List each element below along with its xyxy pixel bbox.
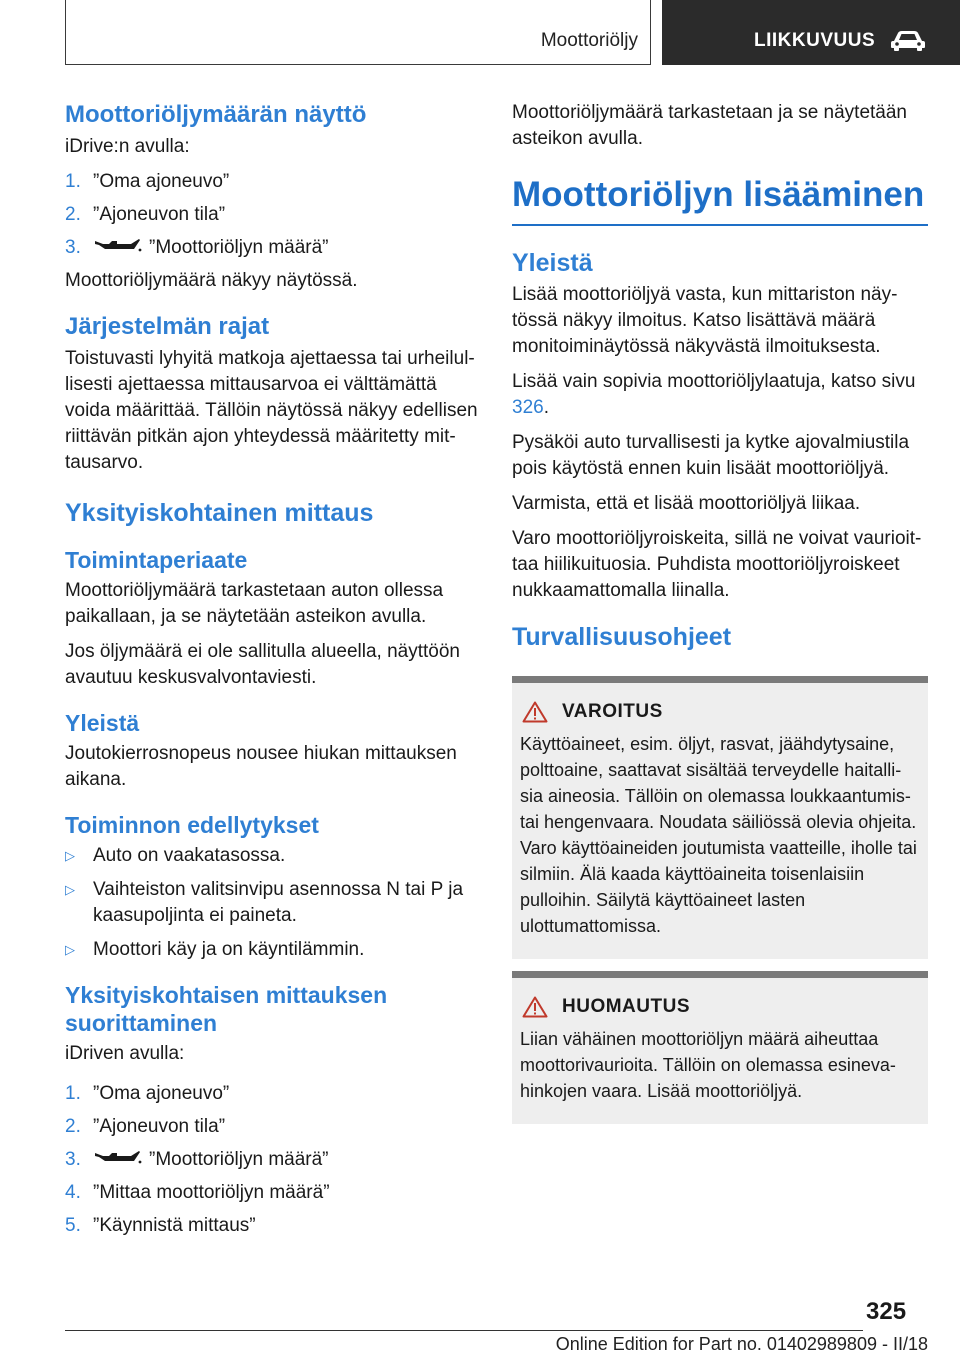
condition-text: Auto on vaakatasossa. [93,845,286,866]
condition-text: Moottori käy ja on käyntilämmin. [93,939,365,960]
heading-principle: Toimintaperiaate [65,547,248,573]
right-intro: Moottoriöljymäärä tarkastetaan ja se näytetään asteikon avulla. [512,102,907,149]
right-column [512,100,928,1124]
list-item [65,202,480,228]
header-chapter-box [65,0,651,65]
principle-text-1: Moottoriöljymäärä tarkastetaan auton ollessa paikallaan, ja se näytetään asteikon avulla. [65,580,444,627]
heading-adding-oil: Moottoriöljyn lisääminen [512,175,925,214]
heading-oil-level-display: Moottoriöljymäärän näyttö [65,101,367,128]
perform-steps-list [65,1081,480,1239]
conditions-list [65,843,480,963]
notice-box [512,971,928,1124]
step-number: 3. [65,1149,81,1170]
notice-title: HUOMAUTUS [562,996,690,1017]
step-text: ”Moottoriöljyn määrä” [149,1149,329,1170]
condition-text: Vaihteiston valitsinvipu asennossa N tai P ja kaasupoljinta ei paineta. [93,879,464,926]
adding-text-4: Varmista, että et lisää moottoriöljyä liikaa. [512,493,861,514]
list-item [65,1180,480,1206]
step-text: ”Oma ajoneuvo” [93,1083,230,1104]
list-item [65,843,480,869]
warning-title: VAROITUS [562,701,663,722]
list-item [65,937,480,963]
limits-text: Toistuvasti lyhyitä matkoja ajettaessa tai urheilullisesti ajettaessa mittausarvoa ei välttämättä voida määrittää. Tällöin näytössä näkyy edellisen riittävän pitkän ajon yhteydessä määritetty mittausarvo. [65,348,478,473]
list-item [65,1081,480,1107]
heading-detailed-measurement: Yksityiskohtainen mittaus [65,499,374,527]
warning-title-row [520,701,918,723]
step-number: 2. [65,1116,81,1137]
warning-triangle-icon [522,701,548,723]
heading-conditions: Toiminnon edellytykset [65,812,319,838]
step-number: 5. [65,1215,81,1236]
triangle-bullet-icon: ▷ [65,882,75,897]
adding-text-2-main: Lisää vain sopivia moottoriöljylaatuja, katso sivu [512,371,916,392]
adding-text-2 [512,369,928,421]
adding-text-2-end: . [543,397,549,418]
adding-text-1: Lisää moottoriöljyä vasta, kun mittariston näytössä näkyy ilmoitus. Katso lisättävä määrä monitoiminäytössä näkyvästä ilmoituksesta. [512,284,898,357]
triangle-bullet-icon: ▷ [65,942,75,957]
step-number: 4. [65,1182,81,1203]
step-number: 3. [65,237,81,258]
warning-box [512,676,928,959]
heading-general-right: Yleistä [512,249,593,277]
principle-text-2: Jos öljymäärä ei ole sallitulla alueella, näyttöön avautuu keskusvalvontaviesti. [65,641,461,688]
step-text: ”Käynnistä mittaus” [93,1215,256,1236]
adding-text-3: Pysäköi auto turvallisesti ja kytke ajovalmiustila pois käytöstä ennen kuin lisäät moottoriöljyä. [512,432,910,479]
list-item [65,1147,480,1173]
triangle-bullet-icon: ▷ [65,848,75,863]
header-section-box [662,0,960,65]
notice-text: Liian vähäinen moottoriöljyn määrä aiheuttaa moottorivaurioita. Tällöin on olemassa esinevahinkojen vaara. Lisää moottoriöljyä. [520,1029,896,1101]
heading-general: Yleistä [65,710,140,736]
step-number: 1. [65,171,81,192]
display-result: Moottoriöljymäärä näkyy näytössä. [65,270,358,291]
oil-can-icon [93,236,143,256]
footer-edition: Online Edition for Part no. 01402989809 - II/18 [555,1334,928,1354]
page-link[interactable]: 326 [512,397,544,418]
list-item [65,1114,480,1140]
page-header [0,0,960,66]
step-number: 1. [65,1083,81,1104]
display-intro: iDrive:n avulla: [65,136,190,157]
perform-intro: iDriven avulla: [65,1043,185,1064]
left-column [65,100,480,1246]
step-number: 2. [65,204,81,225]
heading-system-limits: Järjestelmän rajat [65,313,270,340]
warning-text: Käyttöaineet, esim. öljyt, rasvat, jäähdytysaine, polttoaine, saattavat sisältää terveydelle haitallisia aineosia. Tällöin on olemassa loukkaantumis- tai hengenvaara. Noudata säiliössä olevia ohjeita. Varo käyttöaineiden joutumista vaatteille, iholle tai silmiin. Älä kaada käyttöaineita toisenlaisiin pulloihin. Säilytä käyttöaineet lasten ulottumattomissa. [520,734,917,936]
list-item [65,235,480,261]
page-number: 325 [866,1298,907,1325]
heading-divider [512,224,928,226]
step-text: ”Ajoneuvon tila” [93,204,226,225]
step-text: ”Ajoneuvon tila” [93,1116,226,1137]
notice-title-row [520,996,918,1018]
list-item [65,877,480,929]
step-text: ”Oma ajoneuvo” [93,171,230,192]
adding-text-5: Varo moottoriöljyroiskeita, sillä ne voivat vaurioittaa hiilikuituosia. Puhdista moottoriöljyroiskeet nukkaamattomalla liinalla. [512,528,922,601]
list-item [65,1213,480,1239]
general-text: Joutokierrosnopeus nousee hiukan mittauksen aikana. [65,743,457,790]
header-chapter-title: Moottoriöljy [540,30,638,51]
footer-divider [65,1330,863,1331]
heading-safety: Turvallisuusohjeet [512,623,732,651]
warning-triangle-icon [522,996,548,1018]
heading-perform-measurement: Yksityiskohtaisen mittauksen suorittaminen [65,982,388,1036]
car-icon [890,28,926,52]
step-text: ”Moottoriöljyn määrä” [149,237,329,258]
display-steps-list [65,169,480,261]
list-item [65,169,480,195]
oil-can-icon [93,1148,143,1168]
step-text: ”Mittaa moottoriöljyn määrä” [93,1182,330,1203]
header-section-title: LIIKKUVUUS [754,30,876,51]
